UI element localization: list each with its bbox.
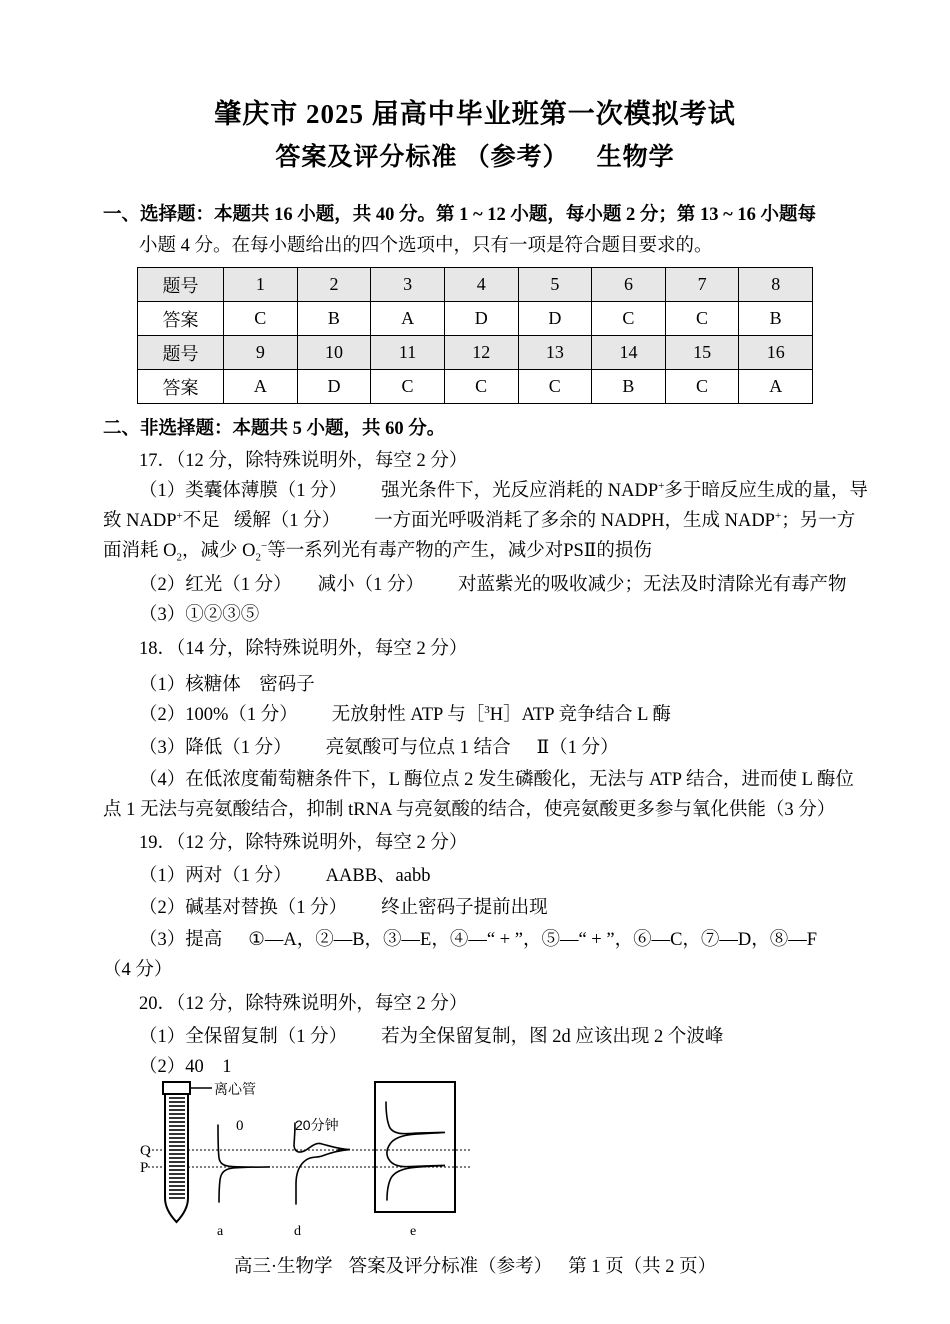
q18-p3-text-b: 亮氨酸可与位点 1 结合: [325, 738, 511, 758]
q17-p3-text-c: 等一系列光有毒产物的产生，减少对PSⅡ的损伤: [267, 541, 652, 561]
q17-p2-superscript: +: [176, 509, 183, 522]
q17-p2-superscript-2: +: [774, 509, 782, 522]
section-one-line-1: 一、选择题：本题共 16 小题，共 40 分。第 1 ~ 12 小题，每小题 2 分；第 13 ~ 16 小题每: [103, 205, 816, 225]
section-one-line-2: 小题 4 分。在每小题给出的四个选项中，只有一项是符合题目要求的。: [139, 236, 713, 256]
q17-p4-answer-a: （2）红光（1 分）: [139, 575, 292, 595]
question-number-cell: 11: [371, 336, 445, 370]
question-number-cell: 13: [518, 336, 592, 370]
q19-p2-answer-b: 终止密码子提前出现: [381, 898, 548, 918]
q17-part1-line1: [139, 476, 868, 506]
q18-p2-text-b: 无放射性 ATP 与［: [331, 705, 485, 725]
question-number-cell: 9: [224, 336, 298, 370]
footer-doc-kind: 答案及评分标准（参考）: [348, 1257, 553, 1277]
panel-a-name: a: [217, 1224, 224, 1238]
tube-cap: [163, 1082, 190, 1094]
table-row-answers-1: [138, 302, 813, 336]
table-row-answers-2: [138, 370, 813, 404]
centrifuge-tube: [163, 1082, 212, 1222]
q17-p3-superscript-2: −: [261, 539, 268, 552]
q17-p2-text-b: 不足: [182, 511, 220, 531]
panel-d: [294, 1123, 350, 1204]
q17-p2-answer-c: 缓解（1 分）: [233, 511, 341, 531]
q18-p2-text-c: H］ATP 竞争结合 L 酶: [489, 705, 671, 725]
q17-part1-line2: [103, 506, 855, 536]
answer-cell: B: [739, 302, 813, 336]
panel-d-time-label: 20分钟: [295, 1117, 339, 1133]
q17-p4-answer-b: 减小（1 分）: [317, 575, 425, 595]
panel-d-curve: [294, 1123, 350, 1204]
question-number-cell: 12: [444, 336, 518, 370]
panel-e-name: e: [410, 1224, 417, 1238]
row-label-answer: 答案: [138, 302, 224, 336]
question-number-cell: 3: [371, 268, 445, 302]
q17-p1-text-c: 多于暗反应生成的量，导: [664, 481, 868, 501]
q17-p2-text-e: ；另一方: [781, 511, 856, 531]
answer-cell: C: [371, 370, 445, 404]
q20-p1-text-b: 若为全保留复制，图 2d 应该出现 2 个波峰: [381, 1027, 724, 1047]
row-label-number: 题号: [138, 336, 224, 370]
panel-a-curve: [218, 1125, 270, 1202]
q17-p3-subscript: 2: [176, 551, 182, 564]
answer-cell: D: [444, 302, 518, 336]
q19-part1: [139, 861, 430, 891]
q18-p2-superscript: 3: [484, 703, 490, 716]
question-number-cell: 15: [665, 336, 739, 370]
q17-p1-text-b: 强光条件下，光反应消耗的 NADP: [381, 481, 659, 501]
page-subtitle-row: [0, 138, 950, 178]
q18-p3-answer-a: （3）降低（1 分）: [139, 738, 292, 758]
question-number-cell: 6: [592, 268, 666, 302]
row-label-number: 题号: [138, 268, 224, 302]
question-number-cell: 2: [297, 268, 371, 302]
panel-d-name: d: [294, 1224, 301, 1238]
label-q: Q: [140, 1143, 151, 1159]
q19-part3-line1: [139, 925, 817, 955]
label-p: P: [140, 1160, 149, 1176]
q17-p3-text-b: ，减少 O: [182, 541, 256, 561]
answer-cell: B: [297, 302, 371, 336]
page-subtitle: 答案及评分标准 （参考）: [275, 144, 569, 171]
multiple-choice-answer-table: [137, 267, 813, 404]
q19-p3-mapping: ①—A，②—B，③—E，④—“ + ”，⑤—“ + ”，⑥—C，⑦—D，⑧—F: [248, 930, 818, 950]
answer-cell: D: [297, 370, 371, 404]
subject-label: 生物学: [596, 144, 675, 171]
q17-p3-text-a: 面消耗 O: [103, 541, 177, 561]
answer-cell: A: [224, 370, 298, 404]
q17-p2-text-d: 一方面光呼吸消耗了多余的 NADPH，生成 NADP: [374, 511, 775, 531]
q17-p3-subscript-2: 2: [255, 551, 261, 564]
q19-part2: [139, 893, 548, 923]
q19-p1-answer-b: AABB、aabb: [325, 866, 431, 886]
panel-a: [218, 1125, 270, 1202]
answer-cell: C: [665, 370, 739, 404]
answer-cell: A: [739, 370, 813, 404]
question-number-cell: 4: [444, 268, 518, 302]
q17-part2: [139, 570, 847, 600]
answer-cell: C: [444, 370, 518, 404]
footer-grade-subject: 高三·生物学: [233, 1257, 333, 1277]
question-number-cell: 5: [518, 268, 592, 302]
q17-heading: 17．（12 分，除特殊说明外，每空 2 分）: [139, 451, 468, 471]
panel-e: [375, 1082, 455, 1212]
tube-label: 离心管: [214, 1083, 256, 1098]
q19-p2-answer-a: （2）碱基对替换（1 分）: [139, 898, 348, 918]
q17-p1-superscript: +: [658, 479, 665, 492]
q18-part4-line2: 点 1 无法与亮氨酸结合，抑制 tRNA 与亮氨酸的结合，使亮氨酸更多参与氧化供能（3 分）: [103, 800, 836, 820]
q17-p1-answer-a: （1）类囊体薄膜（1 分）: [139, 481, 348, 501]
q17-p2-text-a: 致 NADP: [103, 511, 177, 531]
footer-page-info: 第 1 页（共 2 页）: [568, 1257, 717, 1277]
question-number-cell: 8: [739, 268, 813, 302]
page-footer: [0, 1252, 950, 1278]
q20-heading: 20．（12 分，除特殊说明外，每空 2 分）: [139, 994, 468, 1014]
answer-cell: C: [592, 302, 666, 336]
answer-cell: B: [592, 370, 666, 404]
q18-heading: 18．（14 分，除特殊说明外，每空 2 分）: [139, 639, 468, 659]
centrifuge-density-gradient-figure: [140, 1078, 470, 1238]
page-title-block: [0, 94, 950, 178]
question-number-cell: 1: [224, 268, 298, 302]
q18-part2: [139, 700, 671, 730]
q19-p3-answer-a: （3）提高: [139, 930, 223, 950]
q18-p3-answer-c: Ⅱ（1 分）: [536, 738, 619, 758]
q20-p1-answer-a: （1）全保留复制（1 分）: [139, 1027, 348, 1047]
figure-svg: [140, 1078, 470, 1238]
section-two-heading: 二、非选择题：本题共 5 小题，共 60 分。: [103, 419, 446, 439]
answer-cell: C: [665, 302, 739, 336]
row-label-answer: 答案: [138, 370, 224, 404]
page-title: 肇庆市 2025 届高中毕业班第一次模拟考试: [214, 99, 736, 129]
table-row-numbers-2: [138, 336, 813, 370]
q18-part3: [139, 733, 619, 763]
q19-p1-answer-a: （1）两对（1 分）: [139, 866, 292, 886]
q18-part4-line1: （4）在低浓度葡萄糖条件下，L 酶位点 2 发生磷酸化，无法与 ATP 结合，进而使 L 酶位: [139, 770, 854, 790]
q20-part2: （2）40 1: [139, 1057, 232, 1077]
table-row-numbers-1: [138, 268, 813, 302]
q18-part1: （1）核糖体 密码子: [139, 675, 315, 695]
answer-cell: A: [371, 302, 445, 336]
section-one-heading: [103, 200, 883, 262]
q19-part3-line2: （4 分）: [103, 960, 173, 980]
q20-part1: [139, 1022, 723, 1052]
q17-part3: （3）①②③⑤: [139, 605, 260, 625]
question-number-cell: 16: [739, 336, 813, 370]
q17-p4-text-c: 对蓝紫光的吸收减少；无法及时清除光有毒产物: [458, 575, 847, 595]
answer-cell: D: [518, 302, 592, 336]
question-number-cell: 7: [665, 268, 739, 302]
question-number-cell: 10: [297, 336, 371, 370]
panel-e-curve: [386, 1102, 445, 1200]
answer-cell: C: [224, 302, 298, 336]
q19-heading: 19．（12 分，除特殊说明外，每空 2 分）: [139, 833, 468, 853]
q17-part1-line3: [103, 536, 652, 566]
q18-p2-answer-a: （2）100%（1 分）: [139, 705, 298, 725]
answer-cell: C: [518, 370, 592, 404]
question-number-cell: 14: [592, 336, 666, 370]
panel-a-time-label: 0: [236, 1118, 244, 1134]
